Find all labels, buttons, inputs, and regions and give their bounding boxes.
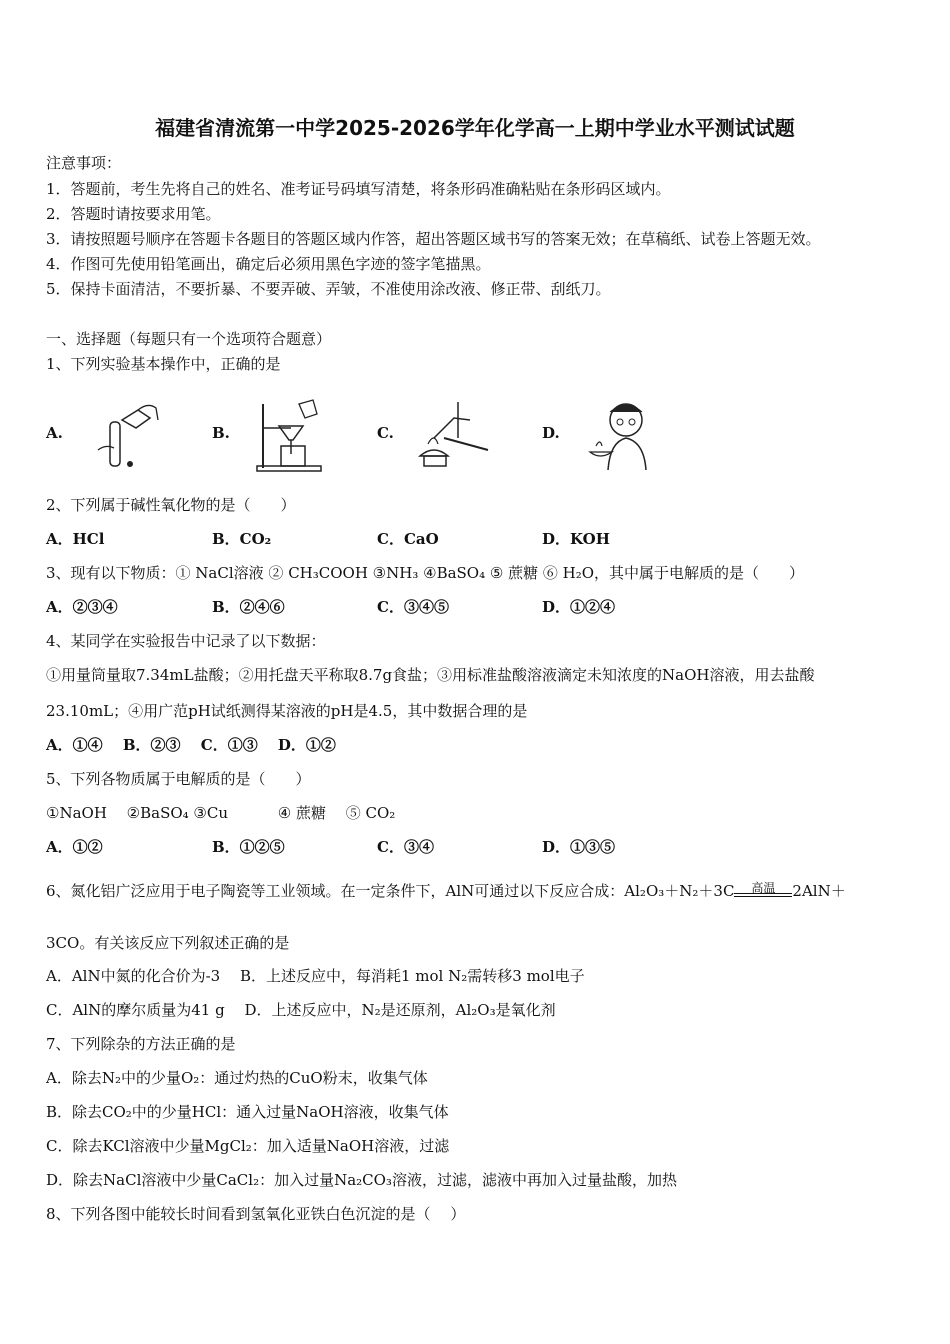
q3-option-d: D．①②④ — [542, 598, 616, 616]
q4-stem: 4、某同学在实验报告中记录了以下数据： — [46, 632, 326, 650]
q6-stem-line-2: 3CO。有关该反应下列叙述正确的是 — [46, 934, 290, 952]
reaction-condition — [734, 881, 792, 901]
q1-option-d-label: D. — [542, 424, 560, 442]
q4-data-line-1: ①用量筒量取7.34mL盐酸；②用托盘天平称取8.7g食盐；③用标准盐酸溶液滴定未知浓度的NaOH溶液，用去盐酸 — [46, 666, 815, 684]
q5-option-c: C．③④ — [377, 838, 434, 856]
notice-item-4: 4．作图可先使用铅笔画出，确定后必须用黑色字迹的签字笔描黑。 — [46, 255, 491, 273]
q5-option-d: D．①③⑤ — [542, 838, 616, 856]
q3-option-b: B．②④⑥ — [212, 598, 285, 616]
q7-option-a: A．除去N₂中的少量O₂：通过灼热的CuO粉末，收集气体 — [46, 1069, 428, 1087]
q6-stem-post: 2AlN＋ — [792, 882, 846, 900]
q4-data-line-2: 23.10mL；④用广范pH试纸测得某溶液的pH是4.5，其中数据合理的是 — [46, 702, 528, 720]
q1-option-c-label: C. — [377, 424, 394, 442]
q6-stem-pre: 6、氮化铝广泛应用于电子陶瓷等工业领域。在一定条件下，AlN可通过以下反应合成：Al₂O₃＋N₂＋3C — [46, 882, 735, 900]
q3-option-a: A．②③④ — [46, 598, 118, 616]
condition-label: 高温 — [751, 881, 776, 895]
q7-stem: 7、下列除杂的方法正确的是 — [46, 1035, 236, 1053]
q6-stem — [46, 880, 846, 901]
student-evaporation-figure — [582, 398, 662, 473]
heating-apparatus-figure — [414, 398, 494, 473]
q5-option-b: B．①②⑤ — [212, 838, 285, 856]
section-heading: 一、选择题（每题只有一个选项符合题意） — [46, 330, 332, 348]
q5-stem: 5、下列各物质属于电解质的是（ ） — [46, 770, 311, 788]
q2-option-c: C．CaO — [377, 530, 439, 548]
notice-heading: 注意事项： — [46, 154, 122, 172]
notice-item-5: 5．保持卡面清洁，不要折暴、不要弄破、弄皱，不准使用涂改液、修正带、刮纸刀。 — [46, 280, 611, 298]
q7-option-d: D．除去NaCl溶液中少量CaCl₂：加入过量Na₂CO₃溶液，过滤，滤液中再加入过量盐酸，加热 — [46, 1171, 677, 1189]
page-title: 福建省清流第一中学2025-2026学年化学高一上期中学业水平测试试题 — [155, 116, 795, 140]
q7-option-b: B．除去CO₂中的少量HCl：通入过量NaOH溶液，收集气体 — [46, 1103, 449, 1121]
q2-stem: 2、下列属于碱性氧化物的是（ ） — [46, 496, 296, 514]
q1-option-b-label: B. — [212, 424, 230, 442]
q2-option-b: B．CO₂ — [212, 530, 272, 548]
q2-option-a: A．HCl — [46, 530, 105, 548]
notice-item-1: 1．答题前，考生先将自己的姓名、准考证号码填写清楚，将条形码准确粘贴在条形码区域内。 — [46, 180, 671, 198]
notice-item-2: 2．答题时请按要求用笔。 — [46, 205, 221, 223]
q3-stem: 3、现有以下物质：① NaCl溶液 ② CH₃COOH ③NH₃ ④BaSO₄ ⑤ 蔗糖 ⑥ H₂O，其中属于电解质的是（ ） — [46, 564, 805, 582]
q5-option-a: A．①② — [46, 838, 103, 856]
notice-item-3: 3．请按照题号顺序在答题卡各题目的答题区域内作答，超出答题区域书写的答案无效；在草稿纸、试卷上答题无效。 — [46, 230, 821, 248]
q1-stem: 1、下列实验基本操作中，正确的是 — [46, 355, 281, 373]
q5-items: ①NaOH ②BaSO₄ ③Cu ④ 蔗糖 ⑤ CO₂ — [46, 804, 396, 822]
q4-options: A．①④ B．②③ C．①③ D．①② — [46, 736, 336, 754]
q2-option-d: D．KOH — [542, 530, 610, 548]
test-tube-pouring-figure — [88, 398, 168, 473]
q1-option-a-label: A. — [46, 424, 63, 442]
q6-options-cd: C．AlN的摩尔质量为41 g D．上述反应中，N₂是还原剂，Al₂O₃是氧化剂 — [46, 1001, 556, 1019]
q6-options-ab: A．AlN中氮的化合价为-3 B．上述反应中，每消耗1 mol N₂需转移3 mol电子 — [46, 967, 585, 985]
filtration-figure — [255, 398, 325, 473]
q8-stem: 8、下列各图中能较长时间看到氢氧化亚铁白色沉淀的是（ ） — [46, 1205, 466, 1223]
q7-option-c: C．除去KCl溶液中少量MgCl₂：加入适量NaOH溶液，过滤 — [46, 1137, 450, 1155]
q3-option-c: C．③④⑤ — [377, 598, 449, 616]
